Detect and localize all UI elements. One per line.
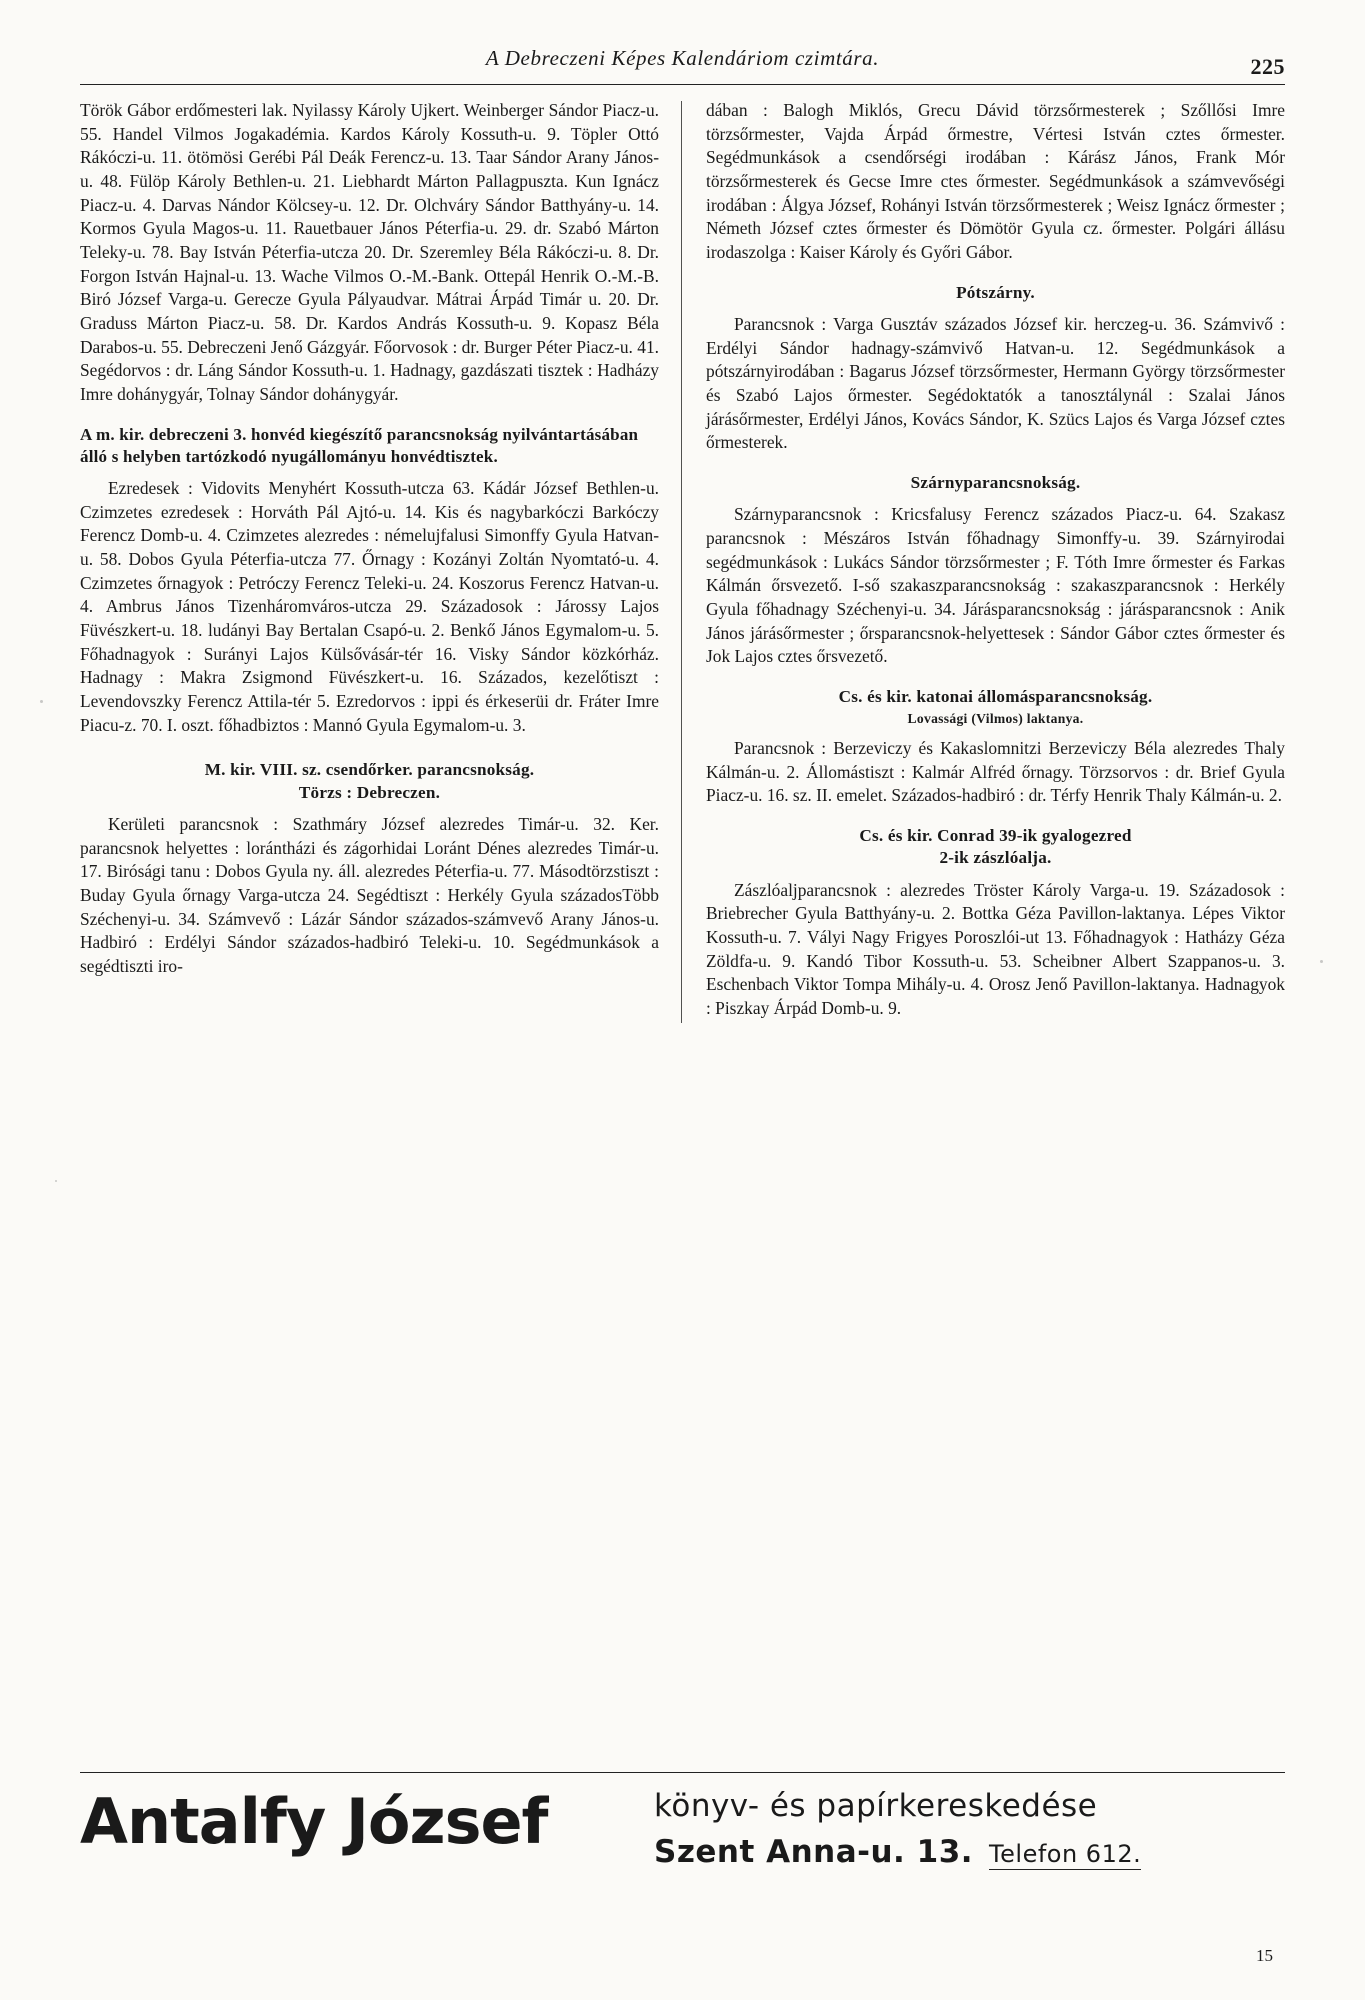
advertiser-name: Antalfy József: [80, 1785, 548, 1858]
section-heading-conrad: Cs. és kir. Conrad 39-ik gyalogezred: [859, 826, 1132, 846]
paper-speck: [55, 1180, 57, 1182]
section-heading-csendorker: M. kir. VIII. sz. csendőrker. parancsnokság.: [204, 760, 535, 780]
section-subheading-csendorker: Törzs : Debreczen.: [298, 782, 441, 802]
paper-speck: [1320, 960, 1323, 963]
page-title: A Debreczeni Képes Kalendáriom czimtára.: [485, 46, 880, 70]
section-heading-potszarny: Pótszárny.: [956, 282, 1035, 302]
section-subheading-conrad: 2-ik zászlóalja.: [939, 848, 1052, 868]
signature-mark: 15: [1256, 1946, 1273, 1965]
section-body-allomasparancsnoksag: Parancsnok : Berzeviczy és Kakaslomnitzi Berzeviczy Béla alezredes Thaly Kálmán-u. 2. Állomástiszt : Kalmár Alfréd őrnagy. Törzsorvos : dr. Brief Gyula Piacz-u. 16. sz. II. emelet. Százados-hadbiró : dr. Térfy Henrik Thaly Kálmán-u. 2.: [706, 738, 1285, 806]
section-heading-allomasparancsnoksag: Cs. és kir. katonai állomásparancsnokság.: [838, 687, 1153, 707]
columns-container: [80, 99, 1285, 1023]
right-continuation-paragraph: dában : Balogh Miklós, Grecu Dávid törzsőrmesterek ; Szőllősi Imre törzsőrmester, Vajda Árpád őrmestre, Vértesi István cztes őrmester. Segédmunkások a csendőrségi irodában : Kárász János, Frank Mór törzsőrmesterek és Gecse Imre ctes őrmester. Segédmunkások a számvevőségi irodában : Álgya József, Rohányi István törzsőrmesterek ; Weisz Ignácz őrmester ; Németh József cztes őrmester és Dömötör Gyula cz. őrmester. Polgári állásu irodaszolga : Kaiser Károly és Győri Gábor.: [706, 100, 1285, 263]
advertisement-phone: Telefon 612.: [989, 1841, 1141, 1871]
column-divider: [681, 101, 682, 1023]
section-subheading-laktanya: Lovassági (Vilmos) laktanya.: [907, 710, 1084, 726]
section-body-szarnyparancsnoksag: Szárnyparancsnok : Kricsfalusy Ferencz százados Piacz-u. 64. Szakasz parancsnok : Mészáros István főhadnagy Simonffy-u. 39. Szárnyirodai segédmunkások : Lukács Sándor törzsőrmester ; F. Tóth Imre őrmester és Farkas Kálmán őrsvezető. I-ső szakaszparancsnokság : szakaszparancsnok : Herkély Gyula főhadnagy Széchenyi-u. 34. Járásparancsnokság : járásparancsnok : Anik János járásőrmester ; őrsparancsnok-helyettesek : Sándor Gábor cztes őrmester és Jok Lajos cztes őrsvezető.: [706, 504, 1285, 667]
left-column: [80, 99, 681, 1023]
section-heading-szarnyparancsnoksag: Szárnyparancsnokság.: [910, 473, 1081, 493]
section-body-conrad: Zászlóaljparancsnok : alezredes Tröster Károly Varga-u. 19. Századosok : Briebrecher Gyula Batthyány-u. 2. Bottka Géza Pavillon-laktanya. Lépes Viktor Kossuth-u. 7. Vályi Nagy Frigyes Poroszlói-ut 13. Főhadnagyok : Hatházy Géza Zöldfa-u. 9. Kandó Tibor Kossuth-u. 53. Scheibner Albert Szappanos-u. 3. Eschenbach Viktor Tompa Mihály-u. 4. Orosz Jenő Pavillon-laktanya. Hadnagyok : Piszkay Árpád Domb-u. 9.: [706, 879, 1285, 1019]
header-rule: [80, 84, 1285, 85]
section-body-csendorker: Kerületi parancsnok : Szathmáry József alezredes Timár-u. 32. Ker. parancsnok helyettes : lorántházi és zágorhidai Loránt Dénes alezredes Timár-u. 17. Birósági tanu : Dobos Gyula ny. áll. alezredes Péterfia-u. 77. Másodtörzstiszt : Buday Gyula őrnagy Varga-utcza 24. Segédtiszt : Herkély Gyula századosTöbb Széchenyi-u. 34. Számvevő : Lázár Sándor százados-számvevő Arany János-u. Hadbiró : Erdélyi Sándor százados-hadbiró Teleki-u. 10. Segédmunkások a segédtiszti iro-: [80, 814, 659, 977]
left-opening-paragraph: Török Gábor erdőmesteri lak. Nyilassy Károly Ujkert. Weinberger Sándor Piacz-u. 55. Handel Vilmos Jogakadémia. Kardos Károly Kossuth-u. 9. Töpler Ottó Rákóczi-u. 11. ötömösi Gerébi Pál Deák Ferencz-u. 13. Taar Sándor Arany János-u. 48. Fülöp Károly Bethlen-u. 21. Liebhardt Márton Pallagpuszta. Kun Ignácz Piacz-u. 4. Darvas Nándor Kölcsey-u. 12. Dr. Olchváry Sándor Batthyány-u. 14. Kormos Gyula Magos-u. 11. Rauetbauer János Péterfia-u. 29. dr. Szabó Márton Teleky-u. 78. Bay István Péterfia-utcza 20. Dr. Szeremley Béla Rákóczi-u. 8. Dr. Forgon István Hajnal-u. 13. Wache Vilmos O.-M.-Bank. Ottepál Henrik O.-M.-B. Biró József Varga-u. Gerecze Gyula Pályaudvar. Mátrai Árpád Timár u. 20. Dr. Graduss Márton Piacz-u. 58. Dr. Kardos András Kossuth-u. 9. Kopasz Béla Darabos-u. 55. Debreczeni Jenő Gázgyár. Főorvosok : dr. Burger Péter Piacz-u. 41. Segédorvos : dr. Láng Sándor Kossuth-u. 1. Hadnagy, gazdászati tisztek : Hadházy Imre dohánygyár, Tolnay Sándor dohánygyár.: [80, 100, 659, 405]
advertisement-address: Szent Anna-u. 13.: [654, 1833, 974, 1870]
page-number: 225: [1250, 54, 1285, 79]
section-body-honved: Ezredesek : Vidovits Menyhért Kossuth-utcza 63. Kádár József Bethlen-u. Czimzetes ezredesek : Horváth Pál Ajtó-u. 14. Kis és nagybarkóczi Barkóczy Ferencz Domb-u. 4. Czimzetes alezredes : némelujfalusi Simonffy Gyula Hatvan-u. 58. Dobos Gyula Péterfia-utcza 77. Őrnagy : Kozányi Zoltán Nyomtató-u. 4. Czimzetes őrnagyok : Petróczy Ferencz Teleki-u. 24. Koszorus Ferencz Hatvan-u. 4. Ambrus János Tizenháromváros-utcza 29. Századosok : Járossy Lajos Füvészkert-u. 18. ludányi Bay Bertalan Csapó-u. 2. Benkő János Egymalom-u. 5. Főhadnagyok : Surányi Lajos Külsővásár-tér 16. Visky Sándor közkórház. Hadnagy : Makra Zsigmond Füvészkert-u. 16. Százados, kezelőtiszt : Levendovszky Ferencz Attila-tér 5. Ezredorvos : ippi és érkeserüi dr. Fráter Imre Piacu-z. 70. I. oszt. főhadbiztos : Mannó Gyula Egymalom-u. 3.: [80, 477, 659, 735]
running-head: [80, 46, 1285, 80]
page-content: [80, 46, 1285, 1023]
paper-speck: [40, 700, 43, 703]
advertisement-business-line: könyv- és papírkereskedése: [654, 1788, 1098, 1824]
advertisement-contact-line: [654, 1835, 1141, 1871]
section-body-potszarny: Parancsnok : Varga Gusztáv százados József kir. herczeg-u. 36. Számvivő : Erdélyi Sándor hadnagy-számvivő Hatvan-u. 12. Segédmunkások a pótszárnyirodában : Bagarus József törzsőrmester, Hermann György törzsőrmester és Szabó Lajos őrmester. Segédoktatók a tanosztálynál : Szalai János járásőrmester, Erdélyi János, Kovács Sándor, K. Szücs Lajos és Varga József cztes őrmesterek.: [706, 314, 1285, 453]
advertisement-details: [640, 1785, 1141, 1870]
right-column: [682, 99, 1285, 1023]
section-heading-honved: A m. kir. debreczeni 3. honvéd kiegészítő parancsnokság nyilvántartásában álló s helyben tartózkodó nyugállományu honvédtisztek.: [80, 424, 639, 466]
advertisement: [80, 1772, 1285, 1870]
